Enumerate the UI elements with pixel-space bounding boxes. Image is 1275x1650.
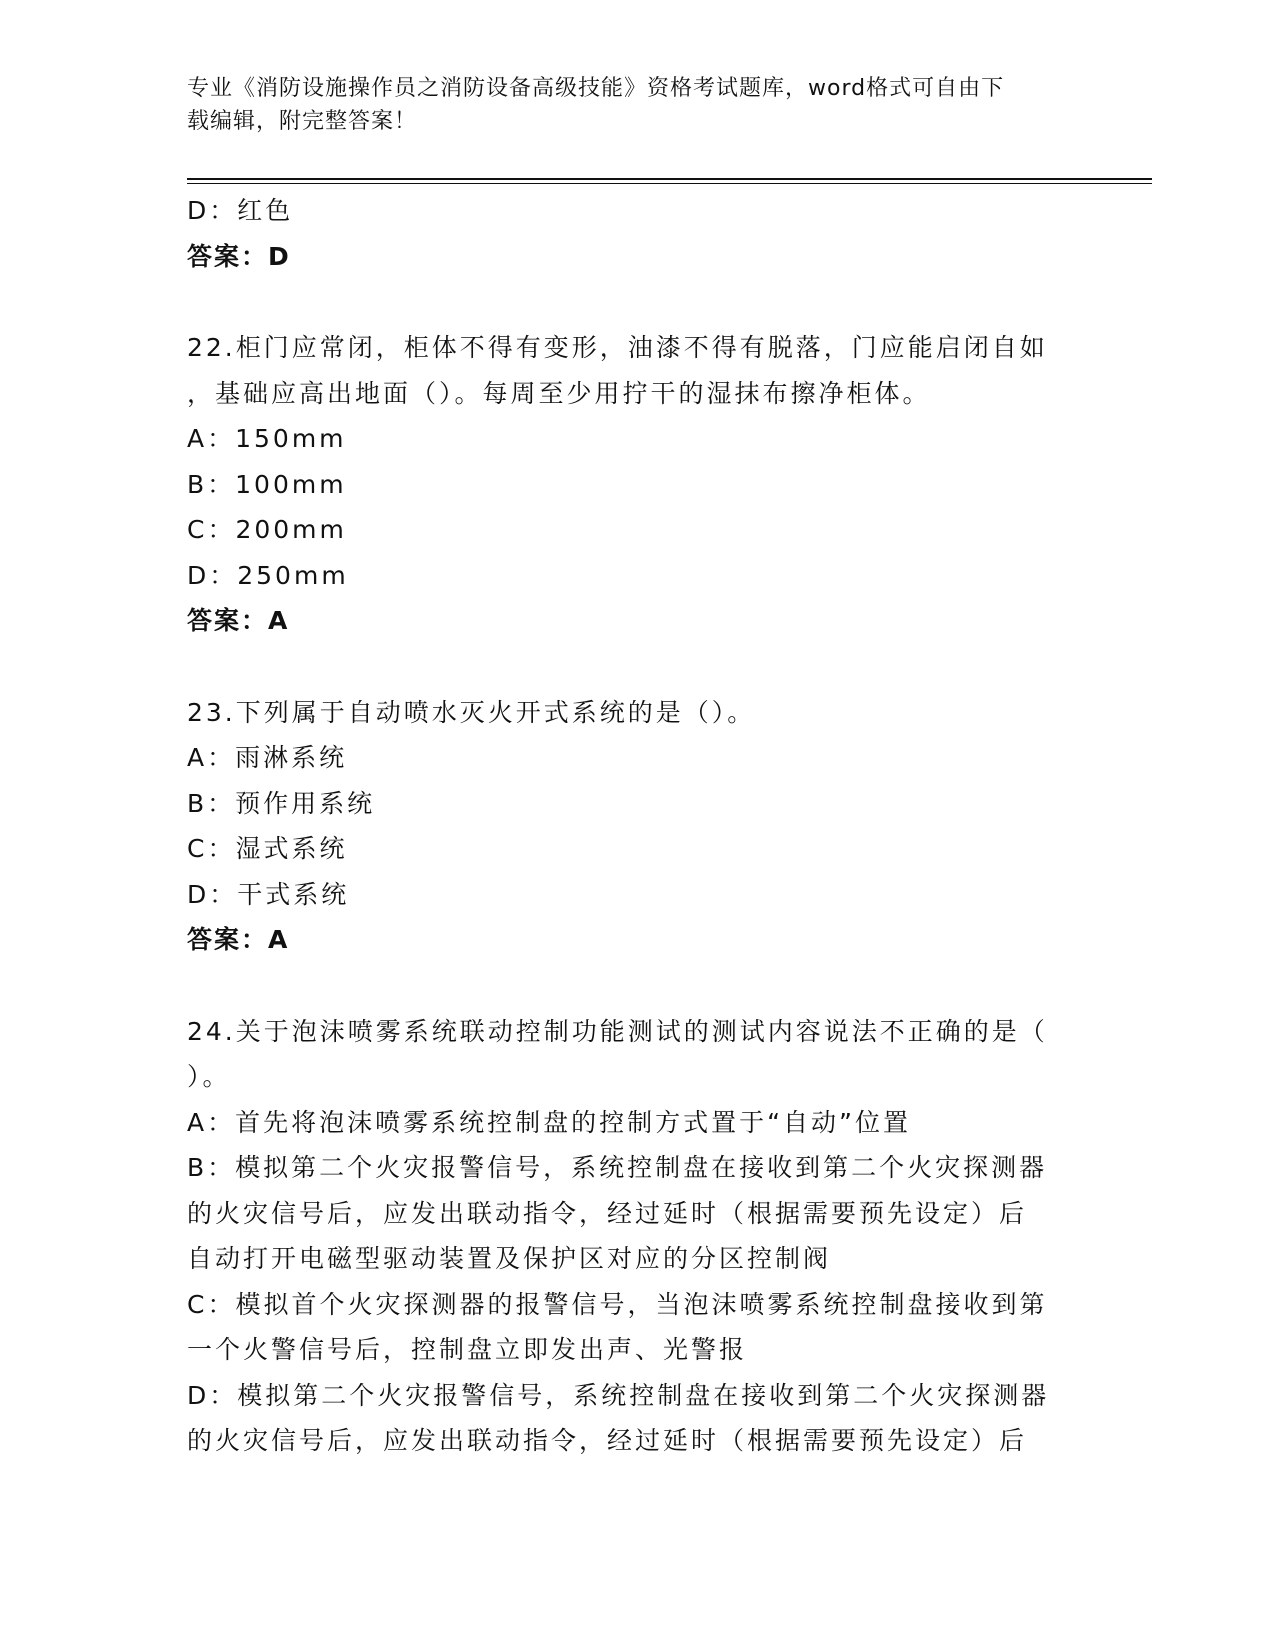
option-d: D：250mm (187, 560, 349, 590)
previous-question-tail (187, 188, 1087, 279)
question-text: 23.下列属于自动喷水灭火开式系统的是（）。 (187, 697, 756, 727)
option-c-cont: 一个火警信号后，控制盘立即发出声、光警报 (187, 1335, 748, 1364)
answer: 答案：A (187, 606, 290, 635)
option-a: A：150mm (187, 424, 347, 453)
option-d: D：红色 (187, 196, 294, 225)
option-b-cont: 的火灾信号后，应发出联动指令，经过延时（根据需要预先设定）后 (187, 1198, 1028, 1228)
header-line-1: 专业《消防设施操作员之消防设备高级技能》资格考试题库，word格式可自由下 (187, 76, 1005, 101)
header-line-2: 载编辑，附完整答案！ (187, 109, 418, 134)
header-divider-thin (187, 183, 1152, 184)
option-c: C：模拟首个火灾探测器的报警信号，当泡沫喷雾系统控制盘接收到第 (187, 1289, 1048, 1319)
option-b: B：100mm (187, 469, 347, 499)
answer: 答案：A (187, 925, 290, 954)
option-c: C：200mm (187, 515, 347, 544)
option-d: D：模拟第二个火灾报警信号，系统控制盘在接收到第二个火灾探测器 (187, 1380, 1050, 1410)
option-d: D：干式系统 (187, 879, 350, 909)
page-header (187, 72, 1067, 138)
question-text: 24.关于泡沫喷雾系统联动控制功能测试的测试内容说法不正确的是（ (187, 1016, 1048, 1046)
option-c: C：湿式系统 (187, 834, 348, 863)
spacer (187, 644, 1087, 690)
question-24 (187, 1009, 1087, 1464)
option-a: A：雨淋系统 (187, 743, 348, 772)
answer: 答案：D (187, 241, 291, 271)
question-content (187, 188, 1087, 1464)
spacer (187, 963, 1087, 1009)
option-b: B：预作用系统 (187, 788, 376, 818)
question-text: 22.柜门应常闭，柜体不得有变形，油漆不得有脱落，门应能启闭自如 (187, 333, 1048, 362)
header-divider-thick (187, 178, 1152, 180)
question-22 (187, 325, 1087, 644)
option-d-cont: 的火灾信号后，应发出联动指令，经过延时（根据需要预先设定）后 (187, 1426, 1028, 1455)
question-23 (187, 690, 1087, 963)
option-a: A：首先将泡沫喷雾系统控制盘的控制方式置于“自动”位置 (187, 1107, 912, 1137)
spacer (187, 279, 1087, 325)
question-text: ，基础应高出地面（）。每周至少用拧干的湿抹布擦净柜体。 (187, 378, 931, 408)
option-b-cont: 自动打开电磁型驱动装置及保护区对应的分区控制阀 (187, 1244, 832, 1273)
option-b: B：模拟第二个火灾报警信号，系统控制盘在接收到第二个火灾探测器 (187, 1153, 1048, 1182)
question-text: ）。 (187, 1062, 231, 1091)
